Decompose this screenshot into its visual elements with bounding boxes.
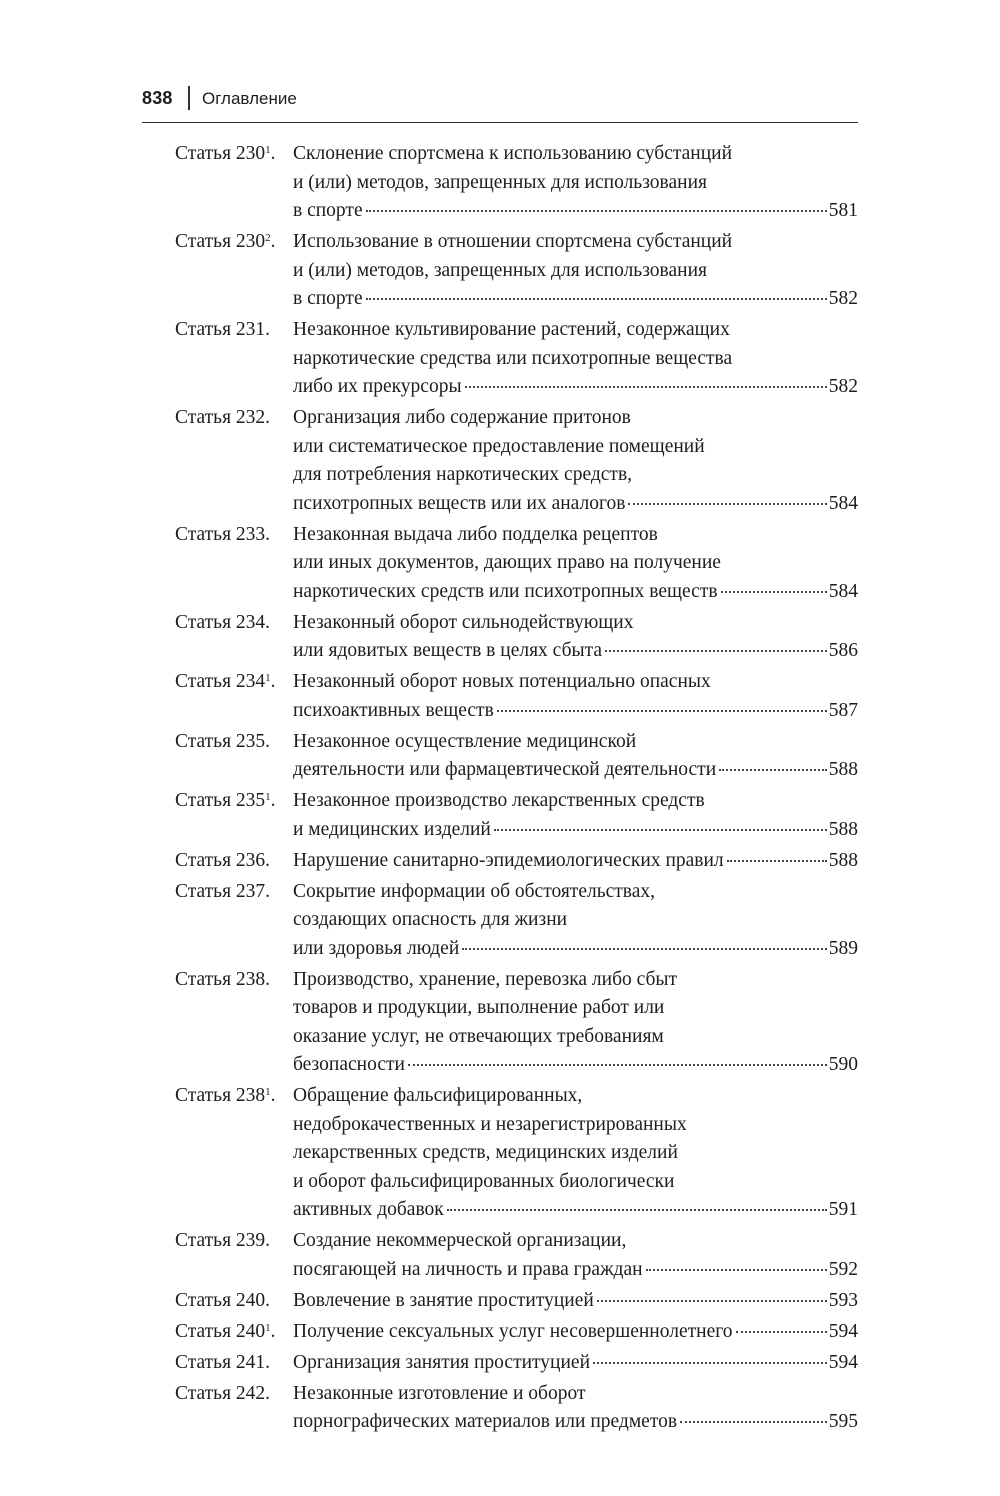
header-divider <box>188 86 190 110</box>
toc-entry[interactable] <box>175 1380 858 1437</box>
article-title <box>293 521 858 607</box>
article-label <box>175 1349 270 1378</box>
page-reference[interactable]: 589 <box>828 937 858 959</box>
article-label <box>175 316 270 345</box>
article-label <box>175 1287 270 1316</box>
article-title <box>293 1318 858 1347</box>
article-title <box>293 787 858 844</box>
article-title-line: Создание некоммерческой организации, <box>293 1230 627 1251</box>
article-number: Статья 232. <box>175 407 271 428</box>
page-reference[interactable]: 584 <box>828 492 858 514</box>
article-superscript: 1 <box>265 672 271 684</box>
article-title-text: в спорте <box>293 200 363 221</box>
article-label <box>175 140 276 169</box>
article-number: Статья 240 <box>175 1320 266 1342</box>
article-number: Статья 231. <box>175 319 271 340</box>
article-title-text: безопасности <box>293 1054 405 1075</box>
toc-entry[interactable] <box>175 1227 858 1284</box>
toc-entry[interactable] <box>175 1349 858 1378</box>
article-title-last-line <box>293 1196 858 1225</box>
article-title-last-line <box>293 1287 858 1316</box>
article-label-suffix: . <box>270 790 276 811</box>
article-title-text: Получение сексуальных услуг несовершеннолетнего <box>293 1320 733 1342</box>
article-title-line: для потребления наркотических средств, <box>293 464 633 485</box>
dot-leader <box>494 829 827 831</box>
article-title-line: наркотические средства или психотропные вещества <box>293 347 733 369</box>
page-reference[interactable]: 582 <box>828 376 858 397</box>
article-title <box>293 140 858 226</box>
article-title-last-line <box>293 197 858 226</box>
article-title-line: Использование в отношении спортсмена субстанций <box>293 231 733 252</box>
article-number: Статья 239. <box>175 1230 271 1251</box>
dot-leader <box>465 386 827 388</box>
article-title-line: Незаконное осуществление медицинской <box>293 730 637 752</box>
article-title-line: недоброкачественных и незарегистрированных <box>293 1113 687 1135</box>
article-label <box>175 728 270 757</box>
article-title-last-line <box>293 1408 858 1437</box>
article-title-last-line <box>293 1256 858 1285</box>
article-title-text: Вовлечение в занятие проституцией <box>293 1289 594 1311</box>
page-reference[interactable]: 581 <box>828 200 858 221</box>
page-reference[interactable]: 591 <box>828 1199 858 1220</box>
article-title-line: Производство, хранение, перевозка либо сбыт <box>293 968 678 990</box>
article-title-last-line <box>293 373 858 402</box>
article-number: Статья 230 <box>175 143 266 164</box>
article-label <box>175 228 276 257</box>
dot-leader <box>447 1209 827 1211</box>
article-title-text: или ядовитых веществ в целях сбыта <box>293 640 603 661</box>
article-title-text: или здоровья людей <box>293 937 460 959</box>
article-title-text: посягающей на личность и права граждан <box>293 1258 643 1280</box>
page-reference[interactable]: 594 <box>828 1320 858 1342</box>
table-of-contents <box>175 140 858 1439</box>
page-reference[interactable]: 595 <box>828 1411 858 1432</box>
article-label-suffix: . <box>270 671 276 692</box>
dot-leader <box>593 1362 827 1364</box>
article-label-suffix: . <box>270 143 276 164</box>
dot-leader <box>408 1064 827 1066</box>
toc-entry[interactable] <box>175 140 858 226</box>
article-title-text: Организация занятия проституцией <box>293 1351 591 1373</box>
toc-entry[interactable] <box>175 1082 858 1225</box>
page-reference[interactable]: 588 <box>828 818 858 840</box>
article-label-suffix: . <box>270 1320 276 1342</box>
article-title-line: Незаконное производство лекарственных средств <box>293 790 705 811</box>
toc-entry[interactable] <box>175 1318 858 1347</box>
article-title-last-line <box>293 1349 858 1378</box>
article-label <box>175 1082 276 1111</box>
article-title-last-line <box>293 935 858 964</box>
dot-leader <box>628 503 826 505</box>
article-title-last-line <box>293 578 858 607</box>
article-title-text: активных добавок <box>293 1199 444 1220</box>
article-title-text: либо их прекурсоры <box>293 376 462 397</box>
article-superscript: 1 <box>265 791 271 803</box>
article-number: Статья 230 <box>175 231 266 252</box>
article-label <box>175 609 270 638</box>
dot-leader <box>721 591 827 593</box>
toc-entry[interactable] <box>175 966 858 1080</box>
article-number: Статья 241. <box>175 1351 271 1373</box>
page-reference[interactable]: 588 <box>828 759 858 780</box>
toc-entry[interactable] <box>175 847 858 876</box>
article-number: Статья 236. <box>175 849 271 871</box>
article-title <box>293 728 858 785</box>
page-reference[interactable]: 594 <box>828 1351 858 1373</box>
toc-entry[interactable] <box>175 228 858 314</box>
article-title <box>293 404 858 518</box>
article-title-line: Незаконный оборот новых потенциально опасных <box>293 671 711 692</box>
article-title-line: Незаконная выдача либо подделка рецептов <box>293 523 658 545</box>
article-number: Статья 237. <box>175 880 271 902</box>
toc-entry[interactable] <box>175 316 858 402</box>
article-superscript: 1 <box>265 144 271 156</box>
article-title-line: Незаконное культивирование растений, содержащих <box>293 319 730 340</box>
dot-leader <box>736 1331 827 1333</box>
toc-entry[interactable] <box>175 668 858 725</box>
article-title-text: наркотических средств или психотропных веществ <box>293 580 718 602</box>
article-label <box>175 787 276 816</box>
article-number: Статья 234 <box>175 671 266 692</box>
article-number: Статья 234. <box>175 611 271 633</box>
page-reference[interactable]: 584 <box>828 580 858 602</box>
dot-leader <box>366 210 827 212</box>
article-title-text: Нарушение санитарно-эпидемиологических правил <box>293 849 724 871</box>
article-title-last-line <box>293 756 858 785</box>
article-title-line: Обращение фальсифицированных, <box>293 1085 583 1106</box>
article-title-text: порнографических материалов или предметов <box>293 1411 678 1432</box>
article-superscript: 2 <box>265 232 271 244</box>
article-label <box>175 1380 270 1409</box>
page-header <box>142 84 858 123</box>
article-title-last-line <box>293 847 858 876</box>
dot-leader <box>680 1421 827 1423</box>
toc-entry[interactable] <box>175 609 858 666</box>
toc-entry[interactable] <box>175 1287 858 1316</box>
article-title-text: психотропных веществ или их аналогов <box>293 492 626 514</box>
article-title-line: Склонение спортсмена к использованию субстанций <box>293 143 733 164</box>
dot-leader <box>597 1300 827 1302</box>
article-label <box>175 966 270 995</box>
article-title-last-line <box>293 816 858 845</box>
article-number: Статья 240. <box>175 1289 271 1311</box>
page-reference[interactable]: 588 <box>828 849 858 871</box>
article-title <box>293 878 858 964</box>
article-title <box>293 609 858 666</box>
page-reference[interactable]: 593 <box>828 1289 858 1311</box>
page-reference[interactable]: 592 <box>828 1258 858 1280</box>
article-title-line: и (или) методов, запрещенных для использования <box>293 259 707 281</box>
article-title-line: и (или) методов, запрещенных для использования <box>293 171 707 193</box>
article-title-last-line <box>293 490 858 519</box>
article-superscript: 1 <box>265 1321 271 1334</box>
article-number: Статья 242. <box>175 1382 271 1404</box>
article-title-line: и оборот фальсифицированных биологически <box>293 1170 675 1192</box>
article-title-line: Сокрытие информации об обстоятельствах, <box>293 880 656 902</box>
article-title <box>293 316 858 402</box>
article-title-text: в спорте <box>293 288 363 309</box>
article-label <box>175 521 270 550</box>
article-title <box>293 228 858 314</box>
article-label-suffix: . <box>270 1085 276 1106</box>
article-number: Статья 238 <box>175 1085 266 1106</box>
dot-leader <box>462 948 826 950</box>
article-title-line: или систематическое предоставление помещений <box>293 435 705 457</box>
toc-entry[interactable] <box>175 521 858 607</box>
page-reference[interactable]: 590 <box>828 1054 858 1075</box>
article-title-line: создающих опасность для жизни <box>293 909 568 930</box>
dot-leader <box>646 1269 827 1271</box>
article-title-last-line <box>293 285 858 314</box>
article-title-last-line <box>293 637 858 666</box>
dot-leader <box>727 860 827 862</box>
article-title <box>293 668 858 725</box>
article-title <box>293 1082 858 1225</box>
article-title-text: деятельности или фармацевтической деятельности <box>293 759 717 780</box>
article-label <box>175 1318 276 1347</box>
toc-entry[interactable] <box>175 878 858 964</box>
article-superscript: 1 <box>265 1086 271 1098</box>
article-title <box>293 966 858 1080</box>
article-label <box>175 878 270 907</box>
article-title <box>293 847 858 876</box>
article-number: Статья 233. <box>175 523 271 545</box>
article-title <box>293 1380 858 1437</box>
article-title <box>293 1349 858 1378</box>
page-number: 838 <box>142 88 173 108</box>
article-number: Статья 235. <box>175 730 271 752</box>
article-title-last-line <box>293 697 858 726</box>
article-label <box>175 847 270 876</box>
article-number: Статья 235 <box>175 790 266 811</box>
article-title-last-line <box>293 1051 858 1080</box>
toc-entry[interactable] <box>175 728 858 785</box>
article-title-line: оказание услуг, не отвечающих требованиям <box>293 1025 664 1047</box>
dot-leader <box>719 769 827 771</box>
article-title <box>293 1287 858 1316</box>
article-title-line: или иных документов, дающих право на получение <box>293 552 721 573</box>
dot-leader <box>366 298 827 300</box>
page-reference[interactable]: 586 <box>828 640 858 661</box>
article-title-line: Незаконные изготовление и оборот <box>293 1382 586 1404</box>
article-label-suffix: . <box>270 231 276 252</box>
article-title-text: и медицинских изделий <box>293 818 491 840</box>
article-number: Статья 238. <box>175 968 271 990</box>
article-title-line: Незаконный оборот сильнодействующих <box>293 611 634 633</box>
article-title-text: психоактивных веществ <box>293 699 494 721</box>
article-label <box>175 668 276 697</box>
section-title: Оглавление <box>202 89 297 108</box>
article-title-line: Организация либо содержание притонов <box>293 407 631 428</box>
article-title-last-line <box>293 1318 858 1347</box>
article-title <box>293 1227 858 1284</box>
article-title-line: лекарственных средств, медицинских изделий <box>293 1142 678 1163</box>
page-reference[interactable]: 582 <box>828 288 858 309</box>
page-reference[interactable]: 587 <box>828 699 858 721</box>
article-label <box>175 1227 270 1256</box>
toc-entry[interactable] <box>175 787 858 844</box>
article-title-line: товаров и продукции, выполнение работ или <box>293 997 665 1018</box>
dot-leader <box>605 650 827 652</box>
dot-leader <box>497 710 827 712</box>
article-label <box>175 404 270 433</box>
toc-entry[interactable] <box>175 404 858 518</box>
